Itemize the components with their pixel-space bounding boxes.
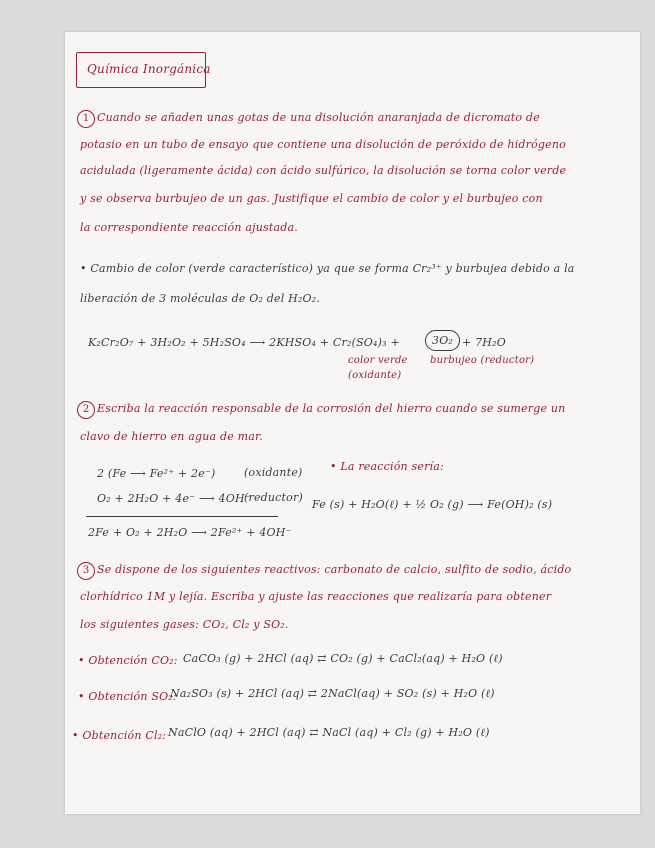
q1-note-burbujeo: burbujeo (reductor)	[430, 355, 535, 366]
q2-line-2: clavo de hierro en agua de mar.	[80, 430, 263, 443]
q1-equation-right: + 7H₂O	[462, 336, 506, 349]
q1-note-color-verde: color verde	[348, 355, 408, 366]
sum-divider	[86, 516, 278, 517]
q1-line-5: la correspondiente reacción ajustada.	[80, 221, 298, 234]
q2-half-reaction-1: 2 (Fe ⟶ Fe²⁺ + 2e⁻)	[97, 467, 216, 480]
q2-line-1: Escriba la reacción responsable de la corrosión del hierro cuando se sumerge un	[97, 402, 566, 415]
q3-co2-label: • Obtención CO₂:	[78, 654, 178, 667]
q3-cl2-equation: NaClO (aq) + 2HCl (aq) ⇄ NaCl (aq) + Cl₂ (g) + H₂O (ℓ)	[168, 726, 490, 739]
q1-note-oxidante: (oxidante)	[348, 370, 402, 381]
q1-line-1: Cuando se añaden unas gotas de una disolución anaranjada de dicromato de	[97, 111, 540, 124]
q1-answer-line-2: liberación de 3 moléculas de O₂ del H₂O₂.	[80, 292, 321, 305]
title-box	[76, 52, 211, 88]
q1-line-4: y se observa burbujeo de un gas. Justifique el cambio de color y el burbujeo con	[80, 192, 543, 205]
q3-so2-equation: Na₂SO₃ (s) + 2HCl (aq) ⇄ 2NaCl(aq) + SO₂ (s) + H₂O (ℓ)	[170, 687, 495, 700]
question-2-number: 2	[77, 401, 95, 419]
q1-circled-o2: 3O₂	[425, 330, 460, 351]
q3-so2-label: • Obtención SO₂:	[78, 690, 177, 703]
q3-line-1: Se dispone de los siguientes reactivos: carbonato de calcio, sulfito de sodio, ácido	[97, 563, 572, 576]
q2-half-1-note: (oxidante)	[244, 466, 303, 479]
q2-reaction: Fe (s) + H₂O(ℓ) + ½ O₂ (g) ⟶ Fe(OH)₂ (s)	[312, 498, 553, 511]
q2-half-2-note: (reductor)	[244, 491, 303, 504]
q3-cl2-label: • Obtención Cl₂:	[72, 729, 167, 742]
question-1-number: 1	[77, 110, 95, 128]
q3-line-2: clorhídrico 1M y lejía. Escriba y ajuste las reacciones que realizaría para obtener	[80, 590, 552, 603]
q1-line-3: acidulada (ligeramente ácida) con ácido sulfúrico, la disolución se torna color verde	[80, 164, 567, 177]
question-3-number: 3	[77, 562, 95, 580]
q2-reaction-label: • La reacción sería:	[330, 460, 444, 473]
q1-equation-left: K₂Cr₂O₇ + 3H₂O₂ + 5H₂SO₄ ⟶ 2KHSO₄ + Cr₂(SO₄)₃ +	[88, 336, 400, 349]
page-title: Química Inorgánica	[87, 62, 211, 76]
q1-line-2: potasio en un tubo de ensayo que contiene una disolución de peróxido de hidrógeno	[80, 138, 566, 151]
q3-co2-equation: CaCO₃ (g) + 2HCl (aq) ⇄ CO₂ (g) + CaCl₂(aq) + H₂O (ℓ)	[183, 652, 503, 665]
q1-answer-line-1: • Cambio de color (verde característico) ya que se forma Cr₂³⁺ y burbujea debido a la	[80, 262, 575, 275]
q3-line-3: los siguientes gases: CO₂, Cl₂ y SO₂.	[80, 618, 289, 631]
q2-total-reaction: 2Fe + O₂ + 2H₂O ⟶ 2Fe²⁺ + 4OH⁻	[88, 526, 292, 539]
q2-half-reaction-2: O₂ + 2H₂O + 4e⁻ ⟶ 4OH⁻	[97, 492, 251, 505]
